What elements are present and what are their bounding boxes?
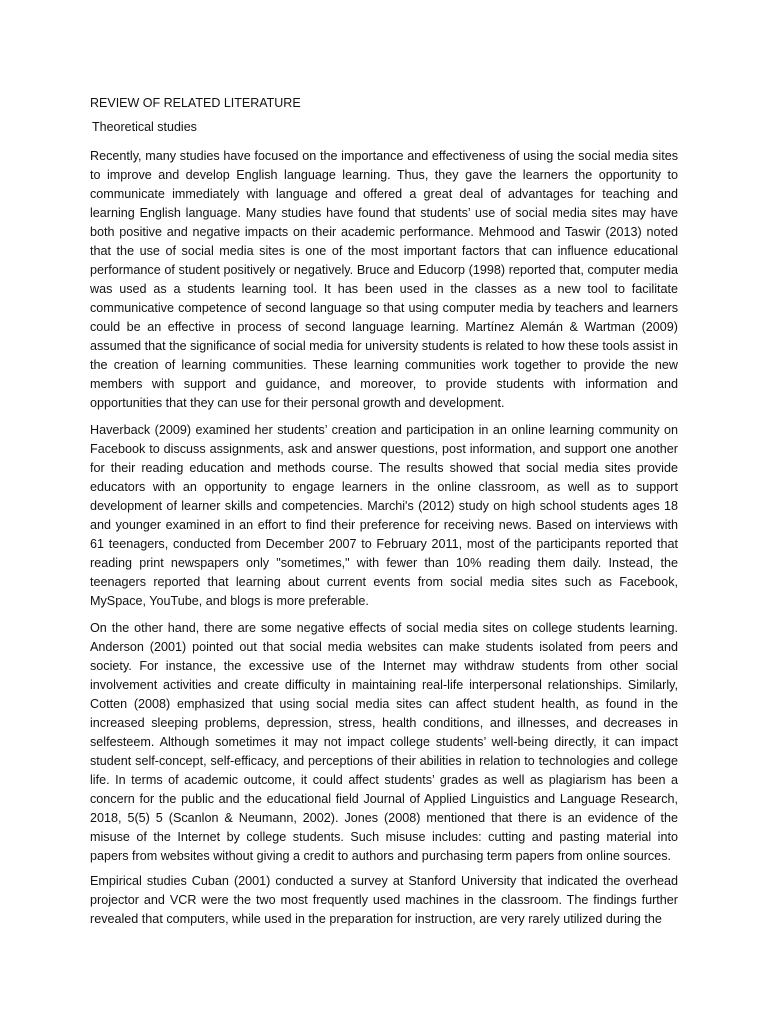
subsection-heading: Theoretical studies bbox=[92, 120, 197, 134]
document-page bbox=[90, 94, 678, 929]
section-heading: REVIEW OF RELATED LITERATURE bbox=[90, 96, 301, 110]
paragraph-3: On the other hand, there are some negative effects of social media sites on college students learning. Anderson (2001) pointed out that social media websites can make students isolated from peers and society. For instance, the excessive use of the Internet may withdraw students from other social involvement activities and create difficulty in maintaining real-life interpersonal relationships. Similarly, Cotten (2008) emphasized that using social media sites can affect student health, as found in the increased sleeping problems, depression, stress, health conditions, and illnesses, and decreases in selfesteem. Although sometimes it may not impact college students’ well-being directly, it can impact student self-concept, self-efficacy, and perceptions of their abilities in relation to technologies and college life. In terms of academic outcome, it could affect students’ grades as well as plagiarism has been a concern for the public and the educational field Journal of Applied Linguistics and Language Research, 2018, 5(5) 5 (Scanlon & Neumann, 2002). Jones (2008) mentioned that there is an evidence of the misuse of the Internet by college students. Such misuse includes: cutting and pasting material into papers from websites without giving a credit to authors and purchasing term papers from online sources. bbox=[90, 621, 678, 863]
paragraph-2: Haverback (2009) examined her students’ creation and participation in an online learning community on Facebook to discuss assignments, ask and answer questions, post information, and support one another for their reading education and methods course. The results showed that social media sites provide educators with an opportunity to engage learners in the online classroom, as well as to support development of learner skills and competencies. Marchi's (2012) study on high school students ages 18 and younger examined in an effort to find their preference for receiving news. Based on interviews with 61 teenagers, conducted from December 2007 to February 2011, most of the participants reported that reading print newspapers only "sometimes," with fewer than 10% reading them daily. Instead, the teenagers reported that learning about current events from social media sites such as Facebook, MySpace, YouTube, and blogs is more preferable. bbox=[90, 423, 678, 608]
paragraph-1: Recently, many studies have focused on the importance and effectiveness of using the social media sites to improve and develop English language learning. Thus, they gave the learners the opportunity to communicate immediately with language and offered a great deal of advantages for teaching and learning English language. Many studies have found that students’ use of social media sites may have both positive and negative impacts on their academic performance. Mehmood and Taswir (2013) noted that the use of social media sites is one of the most important factors that can influence educational performance of student positively or negatively. Bruce and Educorp (1998) reported that, computer media was used as a students learning tool. It has been used in the classes as a new tool to facilitate communicative competence of second language so that using computer media by teachers and learners could be an effective in process of second language learning. Martínez Alemán & Wartman (2009) assumed that the significance of social media for university students is related to how these tools assist in the creation of learning communities. These learning communities work together to provide the new members with support and guidance, and moreover, to provide students with information and opportunities that they can use for their personal growth and development. bbox=[90, 149, 679, 410]
paragraph-4: Empirical studies Cuban (2001) conducted a survey at Stanford University that indicated the overhead projector and VCR were the two most frequently used machines in the classroom. The findings further revealed that computers, while used in the preparation for instruction, are very rarely utilized during the bbox=[90, 874, 678, 926]
